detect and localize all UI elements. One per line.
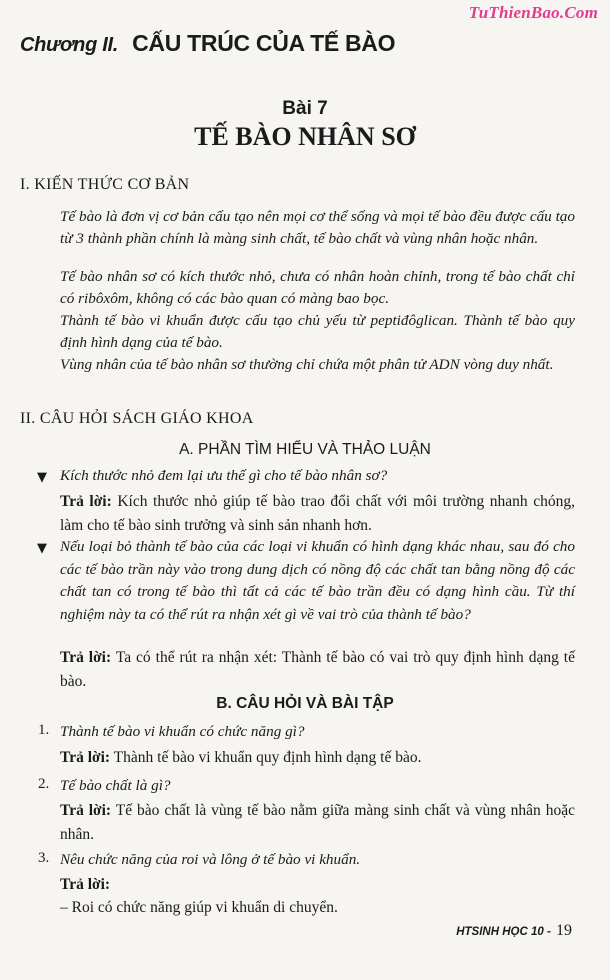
answer	[60, 873, 575, 897]
answer-label: Trả lời:	[60, 749, 111, 766]
page-footer	[456, 922, 572, 940]
question-text: Nêu chức năng của roi và lông ở tế bào vi khuẩn.	[60, 851, 361, 868]
answer-label: Trả lời:	[60, 876, 111, 893]
answer	[60, 646, 575, 694]
question-number: 1.	[38, 722, 50, 738]
question-text: Tế bào chất là gì?	[60, 777, 171, 794]
question-number: 2.	[38, 776, 50, 792]
section2-heading: II. CÂU HỎI SÁCH GIÁO KHOA	[20, 410, 254, 427]
answer-text: Thành tế bào vi khuẩn quy định hình dạng tế bào.	[113, 749, 422, 766]
footer-book-title: HTSINH HỌC 10 -	[456, 926, 551, 938]
answer-label: Trả lời:	[60, 493, 112, 510]
answer-label: Trả lời:	[60, 649, 112, 666]
partA-heading: A. PHẦN TÌM HIỂU VÀ THẢO LUẬN	[179, 441, 431, 458]
chapter-label: Chương II.	[20, 34, 119, 56]
answer-text: Kích thước nhỏ giúp tế bào trao đổi chất với môi trường nhanh chóng, làm cho tế bào sinh trưởng và sinh sản nhanh hơn.	[60, 493, 576, 534]
lesson-title: TẾ BÀO NHÂN SƠ	[194, 122, 416, 151]
answer-label: Trả lời:	[60, 802, 112, 819]
section1-paragraph: Vùng nhân của tế bào nhân sơ thường chỉ chứa một phân tử ADN vòng duy nhất.	[60, 356, 554, 373]
answer	[60, 799, 575, 847]
question-text: Nếu loại bỏ thành tế bào của các loại vi khuẩn có hình dạng khác nhau, sau đó cho các tế bào trần này vào trong dung dịch có nồng độ các chất tan bằng nồng độ các chất tan có trong tế bào thì tất cả các tế bào trần đều có dạng hình cầu. Từ thí nghiệm này ta có thể rút ra nhận xét gì về vai trò của thành tế bào?	[60, 538, 575, 623]
section1-heading: I. KIẾN THỨC CƠ BẢN	[20, 176, 190, 193]
answer	[60, 490, 575, 538]
question-text: Kích thước nhỏ đem lại ưu thế gì cho tế bào nhân sơ?	[60, 467, 388, 484]
watermark-logo: TuThienBao.Com	[468, 3, 598, 22]
answer-text: Ta có thể rút ra nhận xét: Thành tế bào có vai trò quy định hình dạng tế bào.	[60, 649, 575, 690]
section1-paragraph: Tế bào là đơn vị cơ bản cấu tạo nên mọi cơ thể sống và mọi tế bào đều được cấu tạo từ 3 thành phần chính là màng sinh chất, tế bào chất và vùng nhân hoặc nhân.	[60, 208, 575, 247]
answer-text: Tế bào chất là vùng tế bào nằm giữa màng sinh chất và vùng nhân hoặc nhân.	[60, 802, 575, 843]
lesson-number: Bài 7	[282, 98, 328, 119]
triangle-marker-icon: ▼	[37, 470, 47, 485]
question-text: Thành tế bào vi khuẩn có chức năng gì?	[60, 723, 305, 740]
chapter-title: CẤU TRÚC CỦA TẾ BÀO	[132, 30, 396, 56]
question-number: 3.	[38, 850, 50, 866]
list-item: – Roi có chức năng giúp vi khuẩn di chuyển.	[60, 899, 338, 916]
answer	[60, 746, 575, 770]
chapter-heading	[20, 30, 395, 57]
section1-paragraph: Thành tế bào vi khuẩn được cấu tạo chủ yếu từ peptiđôglican. Thành tế bào quy định hình dạng của tế bào.	[60, 312, 575, 351]
section1-paragraph: Tế bào nhân sơ có kích thước nhỏ, chưa có nhân hoàn chỉnh, trong tế bào chất chỉ có ribôxôm, không có các bào quan có màng bao bọc.	[60, 268, 575, 307]
page-number: 19	[556, 922, 572, 939]
partB-heading: B. CÂU HỎI VÀ BÀI TẬP	[216, 695, 394, 712]
triangle-marker-icon: ▼	[37, 541, 47, 556]
